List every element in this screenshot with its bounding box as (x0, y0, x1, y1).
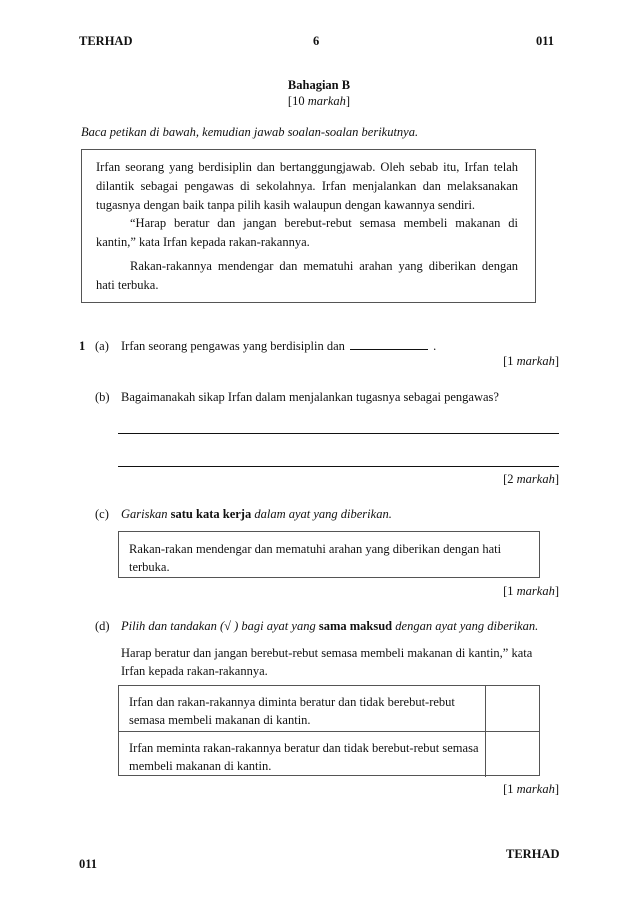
page-number: 6 (313, 34, 320, 48)
section-marks: [10 markah] (287, 94, 351, 108)
instruction-text: Baca petikan di bawah, kemudian jawab soalan-soalan berikutnya. (81, 125, 419, 139)
footer-right-label: TERHAD (506, 847, 560, 861)
passage-paragraph-3: Rakan-rakannya mendengar dan mematuhi arahan yang diberikan dengan hati terbuka. (96, 259, 518, 292)
part-a-text: Irfan seorang pengawas yang berdisiplin dan . (121, 339, 437, 353)
tick-symbol: √ (224, 619, 231, 633)
header-left-label: TERHAD (79, 34, 133, 48)
option-2-tick-box[interactable] (485, 732, 540, 777)
part-a-label: (a) (95, 339, 109, 353)
option-row-1 (119, 686, 539, 731)
header-right-code: 011 (536, 34, 555, 48)
option-1-text: Irfan dan rakan-rakannya diminta beratur dan tidak berebut-rebut semasa membeli makanan di kantin. (129, 695, 455, 727)
passage-paragraph-2: “Harap beratur dan jangan berebut-rebut semasa membeli makanan di kantin,” kata Irfan kepada rakan-rakannya. (96, 216, 518, 249)
part-a-marks: [1 markah] (503, 354, 559, 368)
part-d-statement: Harap beratur dan jangan berebut-rebut semasa membeli makanan di kantin,” kata Irfan kepada rakan-rakannya. (121, 646, 533, 678)
part-d-marks: [1 markah] (503, 782, 559, 796)
part-a-blank[interactable] (350, 349, 428, 350)
part-d-instruction: Pilih dan tandakan (√ ) bagi ayat yang sama maksud dengan ayat yang diberikan. (121, 619, 539, 633)
part-b-label: (b) (95, 390, 110, 404)
part-c-instruction: Gariskan satu kata kerja dalam ayat yang diberikan. (121, 507, 392, 521)
part-c-label: (c) (95, 507, 109, 521)
part-d-label: (d) (95, 619, 110, 633)
part-b-question: Bagaimanakah sikap Irfan dalam menjalankan tugasnya sebagai pengawas? (121, 390, 499, 404)
part-b-marks: [2 markah] (503, 472, 559, 486)
part-c-marks: [1 markah] (503, 584, 559, 598)
footer-left-code: 011 (79, 857, 98, 871)
options-table (118, 685, 540, 776)
part-b-answer-line-2[interactable] (118, 466, 559, 467)
question-number: 1 (79, 339, 86, 353)
option-row-2 (119, 731, 539, 777)
part-c-sentence-box[interactable]: Rakan-rakan mendengar dan mematuhi arahan yang diberikan dengan hati terbuka. (118, 531, 540, 578)
passage-paragraph-1: Irfan seorang yang berdisiplin dan bertanggungjawab. Oleh sebab itu, Irfan telah dilantik sebagai pengawas di sekolahnya. Irfan menjalankan dan melaksanakan tugasnya dengan baik tanpa pilih kasih walaupun dengan kawannya sendiri. (96, 160, 518, 212)
part-b-answer-line-1[interactable] (118, 433, 559, 434)
option-1-tick-box[interactable] (485, 686, 540, 731)
option-2-text: Irfan meminta rakan-rakannya beratur dan tidak berebut-rebut semasa membeli makanan di kantin. (129, 741, 479, 773)
section-title: Bahagian B (287, 78, 351, 92)
